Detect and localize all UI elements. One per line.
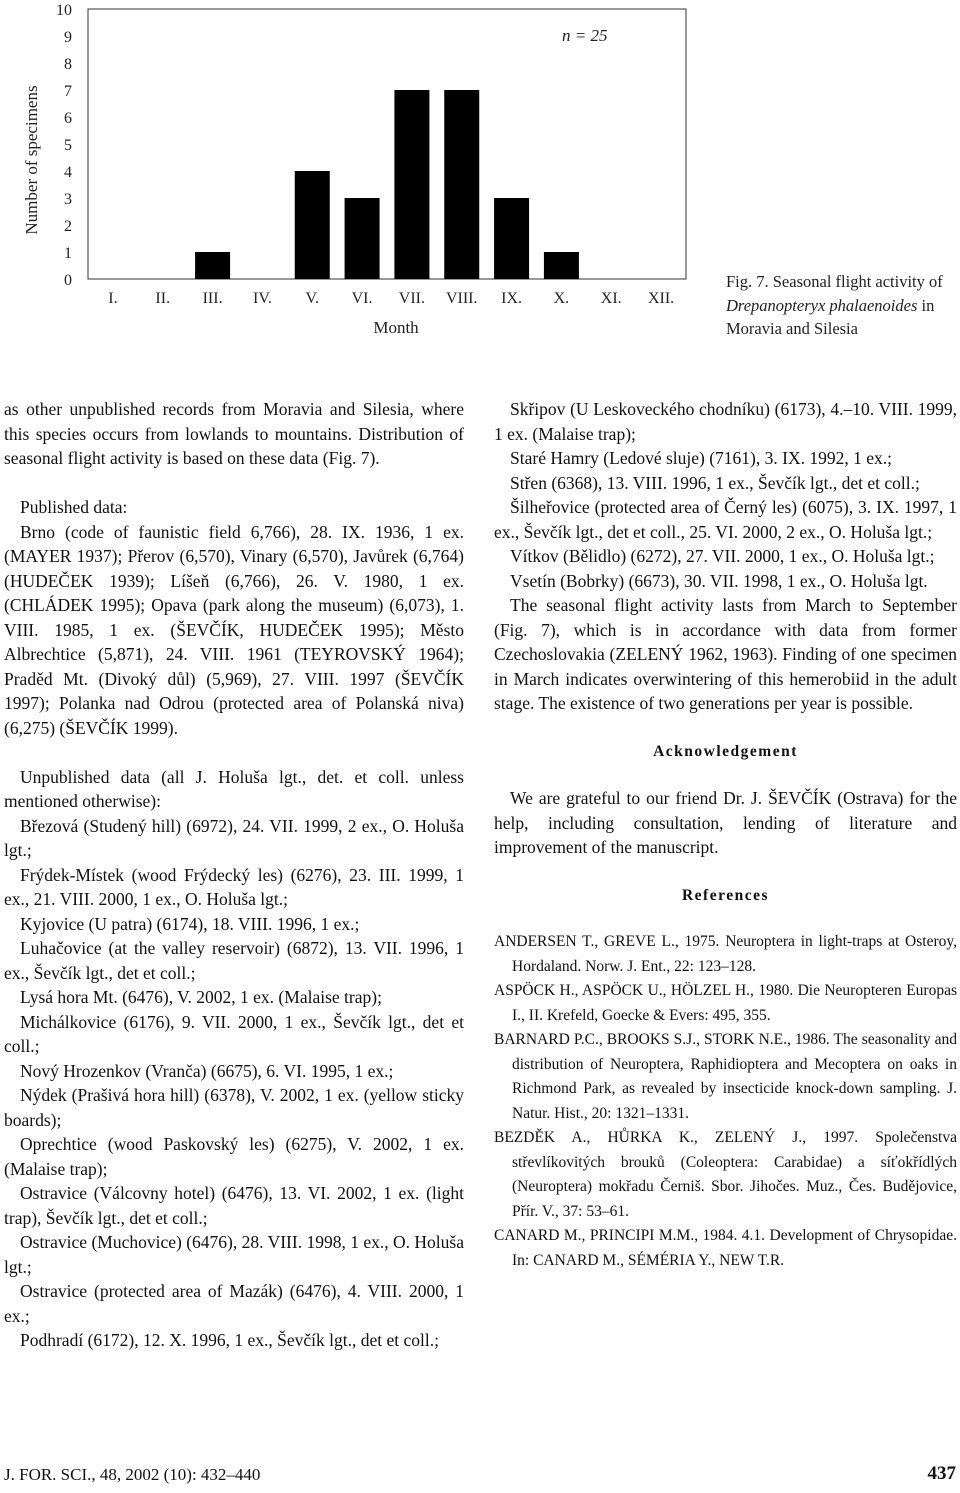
right-column	[494, 397, 957, 1273]
published-title: Published data:	[20, 497, 128, 517]
y-tick-label: 4	[64, 164, 72, 181]
x-tick-label: XI.	[600, 290, 622, 307]
x-tick-label: I.	[108, 290, 118, 307]
y-tick-label: 5	[64, 137, 72, 154]
bar-5	[295, 171, 330, 279]
page-number: 437	[927, 1463, 956, 1484]
record-entry: Staré Hamry (Ledové sluje) (7161), 3. IX. 1992, 1 ex.;	[510, 448, 892, 468]
x-tick-label: IX.	[501, 290, 523, 307]
y-axis-label: Number of specimens	[22, 85, 41, 235]
published-text: Brno (code of faunistic field 6,766), 28. IX. 1936, 1 ex. (MAYER 1937); Přerov (6,570), Vinary (6,570), Javůrek (6,764) (HUDEČEK 1939); Líšeň (6,766), 26. V. 1980, 1 ex. (CHLÁDEK 1995); Opava (park along the museum) (6,073), 1. VIII. 1985, 1 ex. (ŠEVČÍK, HUDEČEK 1995); Město Albrechtice (5,871), 24. VIII. 1961 (TEYROVSKÝ 1964); Praděd Mt. (Divoký důl) (5,969), 27. VIII. 1997 (ŠEVČÍK 1997); Polanka nad Odrou (protected area of Polanská niva) (6,275) (ŠEVČÍK 1999).	[4, 521, 464, 738]
left-column	[4, 397, 464, 1353]
record-entry: Březová (Studený hill) (6972), 24. VII. 1999, 2 ex., O. Holuša lgt.;	[4, 815, 464, 860]
caption-species: Drepanopteryx phalaenoides	[726, 295, 918, 315]
n-annotation: n = 25	[562, 26, 608, 45]
y-tick-label: 1	[64, 245, 72, 262]
unpublished-records	[4, 814, 464, 1353]
plot-frame	[88, 9, 686, 279]
record-entry: Nový Hrozenkov (Vranča) (6675), 6. VI. 1995, 1 ex.;	[20, 1060, 394, 1081]
x-tick-label: XII.	[647, 290, 675, 307]
intro-paragraph: as other unpublished records from Moravia and Silesia, where this species occurs from lowlands to mountains. Distribution of seasonal flight activity is based on these data (Fig. 7).	[4, 399, 464, 468]
record-entry: Lysá hora Mt. (6476), V. 2002, 1 ex. (Malaise trap);	[20, 987, 382, 1007]
y-tick-label: 8	[64, 56, 72, 73]
record-entry: Vítkov (Bělidlo) (6272), 27. VII. 2000, 1 ex., O. Holuša lgt.;	[510, 546, 935, 566]
record-entry: Vsetín (Bobrky) (6673), 30. VII. 1998, 1 ex., O. Holuša lgt.	[510, 570, 928, 591]
caption-fig: Fig. 7. Seasonal flight activity of	[726, 272, 943, 291]
figure-caption	[726, 270, 960, 341]
record-entry: Podhradí (6172), 12. X. 1996, 1 ex., Ševčík lgt., det et coll.;	[20, 1330, 439, 1350]
reference-entry: BARNARD P.C., BROOKS S.J., STORK N.E., 1986. The seasonality and distribution of Neuroptera, Raphidioptera and Mecoptera on oaks in Richmond Park, as revealed by insecticide knock-down sampling. J. Natur. Hist., 20: 1321–1331.	[494, 1031, 957, 1122]
unpublished-records-continued	[494, 397, 957, 593]
references-list	[494, 930, 957, 1273]
x-axis-label: Month	[373, 318, 419, 337]
reference-entry: CANARD M., PRINCIPI M.M., 1984. 4.1. Development of Chrysopidae. In: CANARD M., SÉMÉRIA Y., NEW T.R.	[494, 1227, 957, 1269]
record-entry: Nýdek (Prašivá hora hill) (6378), V. 2002, 1 ex. (yellow sticky boards);	[4, 1085, 464, 1130]
reference-entry: ASPÖCK H., ASPÖCK U., HÖLZEL H., 1980. Die Neuropteren Europas I., II. Krefeld, Goecke & Evers: 495, 355.	[494, 982, 957, 1024]
x-tick-label: VIII.	[445, 290, 478, 307]
conclusion-paragraph: The seasonal flight activity lasts from March to September (Fig. 7), which is in accordance with data from former Czechoslovakia (ZELENÝ 1962, 1963). Finding of one specimen in March indicates overwintering of this hemerobiid in the adult stage. The existence of two generations per year is possible.	[494, 595, 957, 713]
x-tick-label: IV.	[253, 290, 272, 307]
record-entry: Ostravice (Válcovny hotel) (6476), 13. VI. 2002, 1 ex. (light trap), Ševčík lgt., det et coll.;	[4, 1183, 464, 1228]
record-entry: Oprechtice (wood Paskovský les) (6275), V. 2002, 1 ex. (Malaise trap);	[4, 1134, 464, 1179]
y-tick-label: 6	[64, 110, 72, 127]
bar-9	[494, 198, 529, 279]
chart-bars	[195, 90, 579, 279]
y-tick-label: 3	[64, 191, 72, 208]
x-tick-label: X.	[553, 290, 570, 307]
y-tick-label: 10	[56, 2, 72, 19]
y-tick-label: 0	[64, 272, 72, 289]
caption-rest: in Moravia and Silesia	[726, 295, 935, 338]
acknowledgement-text: We are grateful to our friend Dr. J. ŠEVČÍK (Ostrava) for the help, including consultation, lending of literature and improvement of the manuscript.	[494, 788, 957, 857]
bar-3	[195, 252, 230, 279]
x-tick-label: II.	[155, 290, 171, 307]
record-entry: Střen (6368), 13. VIII. 1996, 1 ex., Ševčík lgt., det et coll.;	[510, 472, 920, 493]
reference-entry: ANDERSEN T., GREVE L., 1975. Neuroptera in light-traps at Osteroy, Hordaland. Norw. J. Ent., 22: 123–128.	[494, 933, 957, 975]
reference-entry: BEZDĚK A., HŮRKA K., ZELENÝ J., 1997. Společenstva střevlíkovitých brouků (Coleoptera: Carabidae) a síťokřídlých (Neuroptera) mokřadu Černiš. Sbor. Jihočes. Muz., Čes. Budějovice, Přír. V., 37: 53–61.	[494, 1129, 957, 1220]
acknowledgement-title: Acknowledgement	[653, 742, 798, 760]
record-entry: Skřipov (U Leskoveckého chodníku) (6173), 4.–10. VIII. 1999, 1 ex. (Malaise trap);	[494, 399, 957, 444]
record-entry: Luhačovice (at the valley reservoir) (6872), 13. VII. 1996, 1 ex., Ševčík lgt., det et coll.;	[4, 938, 464, 983]
record-entry: Ostravice (Muchovice) (6476), 28. VIII. 1998, 1 ex., O. Holuša lgt.;	[4, 1232, 464, 1277]
x-tick-label: VII.	[398, 290, 426, 307]
unpublished-intro: Unpublished data (all J. Holuša lgt., det. et coll. unless mentioned otherwise):	[4, 766, 464, 811]
x-tick-labels	[108, 290, 674, 307]
y-tick-label: 2	[64, 218, 72, 235]
bar-7	[394, 90, 429, 279]
journal-citation: J. FOR. SCI., 48, 2002 (10): 432–440	[4, 1465, 261, 1484]
record-entry: Šilheřovice (protected area of Černý les) (6075), 3. IX. 1997, 1 ex., Ševčík lgt., det et coll., 25. VI. 2000, 2 ex., O. Holuša lgt.;	[494, 497, 957, 542]
record-entry: Michálkovice (6176), 9. VII. 2000, 1 ex., Ševčík lgt., det et coll.;	[4, 1011, 464, 1056]
record-entry: Frýdek-Místek (wood Frýdecký les) (6276), 23. III. 1999, 1 ex., 21. VIII. 2000, 1 ex., O. Holuša lgt.;	[4, 864, 464, 909]
bar-8	[444, 90, 479, 279]
bar-10	[544, 252, 579, 279]
record-entry: Kyjovice (U patra) (6174), 18. VIII. 1996, 1 ex.;	[20, 913, 360, 934]
chart-axes	[88, 9, 686, 279]
y-tick-label: 7	[64, 83, 72, 100]
bar-6	[345, 198, 380, 279]
x-tick-label: VI.	[351, 290, 373, 307]
y-tick-label: 9	[64, 29, 72, 46]
record-entry: Ostravice (protected area of Mazák) (6476), 4. VIII. 2000, 1 ex.;	[4, 1281, 464, 1326]
references-title: References	[681, 886, 769, 904]
y-tick-labels	[56, 2, 72, 289]
x-tick-label: III.	[202, 290, 223, 307]
x-tick-label: V.	[305, 290, 319, 307]
